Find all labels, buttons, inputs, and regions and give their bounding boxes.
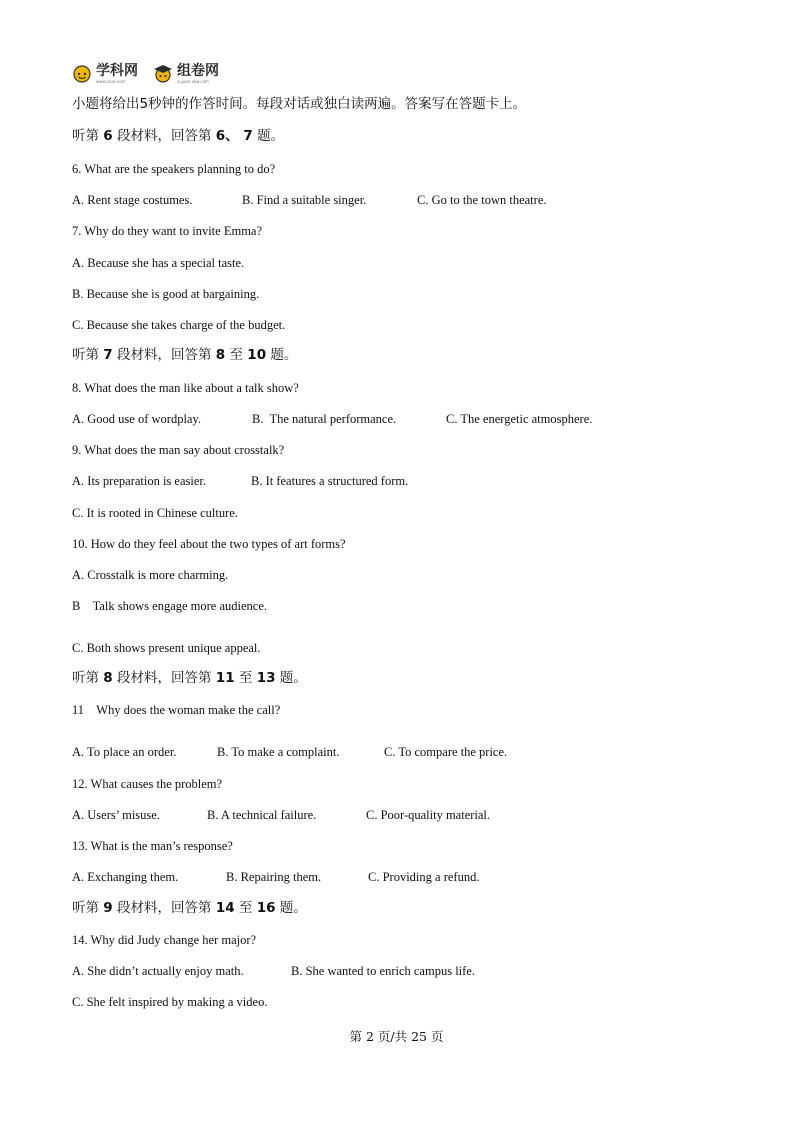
instructions-text: 小题将给出5秒钟的作答时间。每段对话或独白读两遍。答案写在答题卡上。: [72, 96, 527, 112]
section-heading-9: 听第 9 段材料，回答第 14 至 16 题。: [72, 900, 307, 916]
option-b: B. Repairing them.: [226, 870, 322, 884]
option-b: B. A technical failure.: [207, 808, 317, 822]
option-a: A. Good use of wordplay.: [72, 412, 202, 426]
option-a: A. Its preparation is easier.: [72, 474, 206, 488]
option-c: C. Because she takes charge of the budget.: [72, 318, 286, 332]
section-heading-7: 听第 7 段材料，回答第 8 至 10 题。: [72, 347, 298, 363]
option-b: B. Find a suitable singer.: [242, 193, 367, 207]
option-c: C. Go to the town theatre.: [417, 193, 547, 207]
option-b: B. It features a structured form.: [251, 474, 409, 488]
logo-xuekewang: [71, 63, 138, 84]
option-c: C. Poor-quality material.: [366, 808, 491, 822]
option-c: C. Providing a refund.: [368, 870, 480, 884]
option-c: C. To compare the price.: [384, 745, 508, 759]
option-b: B. She wanted to enrich campus life.: [291, 964, 475, 978]
section-heading-6: 听第 6 段材料，回答第 6、 7 题。: [72, 128, 285, 144]
option-b: B. Because she is good at bargaining.: [72, 287, 260, 301]
option-a: A. Because she has a special taste.: [72, 256, 245, 270]
question-stem: 12. What causes the problem?: [72, 777, 223, 791]
option-a: A. Users’ misuse.: [72, 808, 160, 822]
question-stem: 6. What are the speakers planning to do?: [72, 162, 276, 176]
option-a: A. She didn’t actually enjoy math.: [72, 964, 244, 978]
option-a: A. To place an order.: [72, 745, 177, 759]
option-a: A. Crosstalk is more charming.: [72, 568, 229, 582]
option-b: B. To make a complaint.: [217, 745, 340, 759]
page-number: 第 2 页/共 25 页: [349, 1029, 444, 1044]
option-c: C. The energetic atmosphere.: [446, 412, 593, 426]
option-c: C. Both shows present unique appeal.: [72, 641, 261, 655]
question-stem: 8. What does the man like about a talk show?: [72, 381, 299, 395]
smiley-cap-icon: [71, 63, 93, 83]
logo-url: www.zxxk.com: [96, 78, 126, 84]
header-logos: [71, 60, 219, 86]
question-stem: 7. Why do they want to invite Emma?: [72, 224, 263, 238]
logo-zujuanwang: [152, 63, 219, 84]
question-stem: 14. Why did Judy change her major?: [72, 933, 257, 947]
graduation-cap-icon: [152, 63, 174, 83]
question-stem: 13. What is the man’s response?: [72, 839, 233, 853]
logo-name: 学科网: [96, 62, 138, 79]
option-c: C. It is rooted in Chinese culture.: [72, 506, 238, 520]
question-stem: 9. What does the man say about crosstalk?: [72, 443, 285, 457]
logo-url: zujuan.xkw.com: [177, 78, 209, 84]
option-c: C. She felt inspired by making a video.: [72, 995, 268, 1009]
option-b: B Talk shows engage more audience.: [72, 599, 268, 613]
option-a: A. Rent stage costumes.: [72, 193, 193, 207]
question-stem: 11 Why does the woman make the call?: [72, 703, 281, 717]
section-heading-8: 听第 8 段材料，回答第 11 至 13 题。: [72, 670, 307, 686]
option-a: A. Exchanging them.: [72, 870, 179, 884]
question-stem: 10. How do they feel about the two types of art forms?: [72, 537, 346, 551]
option-b: B. The natural performance.: [252, 412, 397, 426]
logo-name: 组卷网: [177, 62, 219, 79]
